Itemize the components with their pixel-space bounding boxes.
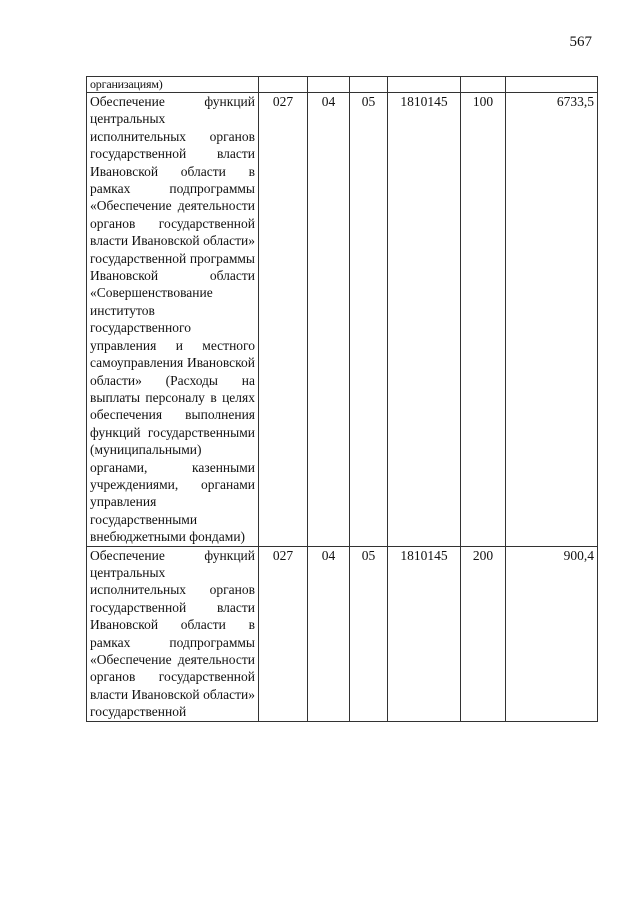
row-description: Обеспечение функций центральных исполнительных органов государственной власти Ивановской области в рамках подпрограммы «Обеспечение деятельности органов государственной власти Ивановской области» государственной <box>87 546 259 721</box>
expense-type-code <box>461 77 506 93</box>
ministry-code <box>259 77 308 93</box>
table-row <box>87 93 598 547</box>
target-article-code: 1810145 <box>388 546 461 721</box>
table-row <box>87 77 598 93</box>
expense-type-code: 100 <box>461 93 506 547</box>
ministry-code: 027 <box>259 93 308 547</box>
subsection-code <box>350 77 388 93</box>
subsection-code: 05 <box>350 546 388 721</box>
section-code: 04 <box>308 546 350 721</box>
row-description: организациям) <box>87 77 259 93</box>
section-code <box>308 77 350 93</box>
ministry-code: 027 <box>259 546 308 721</box>
table-row <box>87 546 598 721</box>
target-article-code: 1810145 <box>388 93 461 547</box>
budget-table <box>86 76 598 722</box>
target-article-code <box>388 77 461 93</box>
expense-type-code: 200 <box>461 546 506 721</box>
amount: 6733,5 <box>506 93 598 547</box>
section-code: 04 <box>308 93 350 547</box>
amount <box>506 77 598 93</box>
amount: 900,4 <box>506 546 598 721</box>
page-number: 567 <box>569 34 592 50</box>
subsection-code: 05 <box>350 93 388 547</box>
row-description: Обеспечение функций центральных исполнительных органов государственной власти Ивановской области в рамках подпрограммы «Обеспечение деятельности органов государственной власти Ивановской области» государственной программы Ивановской области «Совершенствование институтов государственного управления и местного самоуправления Ивановской области» (Расходы на выплаты персоналу в целях обеспечения выполнения функций государственными (муниципальными) органами, казенными учреждениями, органами управления государственными внебюджетными фондами) <box>87 93 259 547</box>
